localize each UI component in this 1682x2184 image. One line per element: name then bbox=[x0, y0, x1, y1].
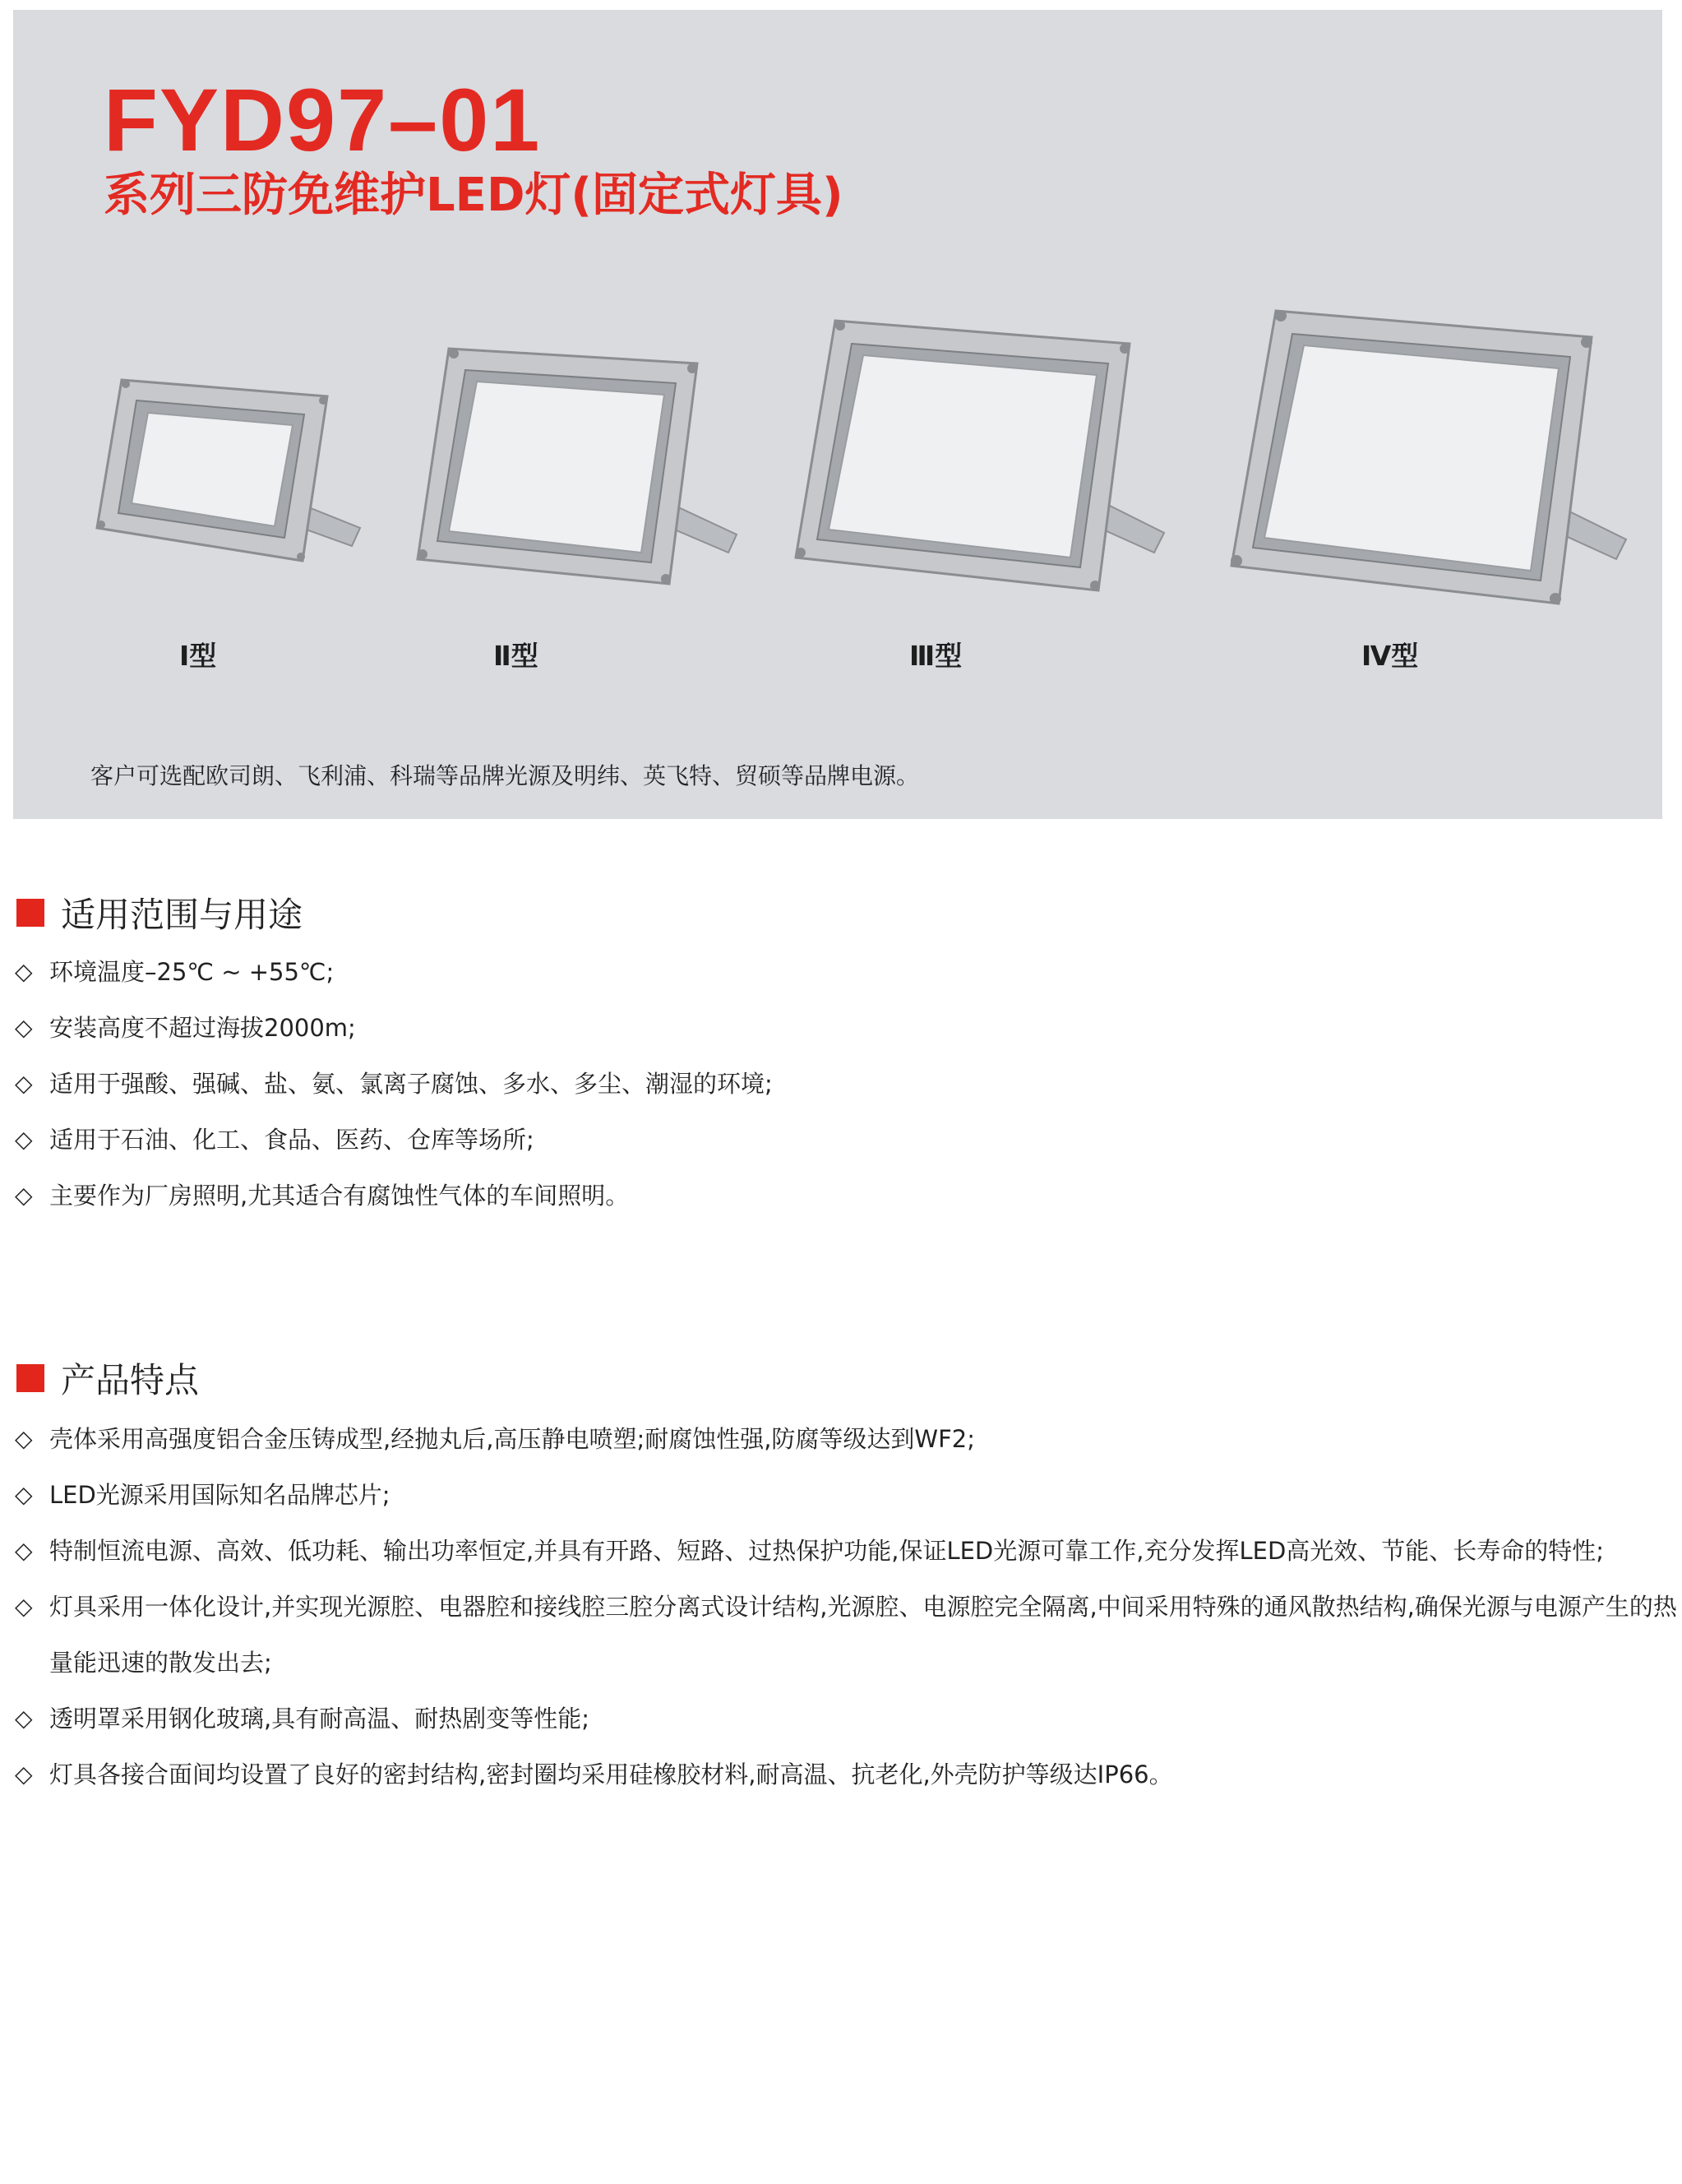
list-item: ◇ 灯具各接合面间均设置了良好的密封结构,密封圈均采用硅橡胶材料,耐高温、抗老化,外壳防护等级达IP66。 bbox=[15, 1747, 1682, 1802]
diamond-bullet-icon: ◇ bbox=[15, 1182, 33, 1209]
applications-heading bbox=[16, 888, 303, 937]
applications-title: 适用范围与用途 bbox=[61, 895, 303, 935]
lamp-type-4-label: Ⅳ型 bbox=[1361, 640, 1419, 672]
led-floodlight-icon bbox=[786, 311, 1172, 599]
diamond-bullet-icon: ◇ bbox=[15, 1761, 33, 1788]
list-item: ◇ 主要作为厂房照明,尤其适合有腐蚀性气体的车间照明。 bbox=[15, 1168, 773, 1224]
led-floodlight-icon bbox=[1222, 301, 1633, 612]
diamond-bullet-icon: ◇ bbox=[15, 1593, 33, 1620]
lamp-type-2-image bbox=[408, 337, 745, 594]
lamp-type-4-image bbox=[1222, 301, 1633, 612]
list-item: ◇ 安装高度不超过海拔2000m; bbox=[15, 1000, 773, 1056]
diamond-bullet-icon: ◇ bbox=[15, 1705, 33, 1732]
list-item: ◇ 适用于石油、化工、食品、医药、仓库等场所; bbox=[15, 1112, 773, 1168]
section-marker bbox=[16, 1364, 44, 1392]
lamp-type-1-image bbox=[89, 363, 368, 569]
led-floodlight-icon bbox=[408, 337, 745, 594]
brand-options-note: 客户可选配欧司朗、飞利浦、科瑞等品牌光源及明纬、英飞特、贸硕等品牌电源。 bbox=[90, 762, 920, 789]
lamp-type-1-label: Ⅰ型 bbox=[179, 640, 217, 672]
list-item: ◇ 环境温度–25℃ ~ +55℃; bbox=[15, 944, 773, 1000]
section-marker bbox=[16, 899, 44, 927]
applications-list bbox=[15, 944, 773, 1224]
list-item: ◇ 透明罩采用钢化玻璃,具有耐高温、耐热剧变等性能; bbox=[15, 1691, 1682, 1747]
diamond-bullet-icon: ◇ bbox=[15, 958, 33, 985]
diamond-bullet-icon: ◇ bbox=[15, 1481, 33, 1508]
diamond-bullet-icon: ◇ bbox=[15, 1537, 33, 1564]
product-subtitle: 系列三防免维护LED灯(固定式灯具) bbox=[104, 169, 843, 222]
led-floodlight-icon bbox=[89, 363, 368, 569]
list-item: ◇ 适用于强酸、强碱、盐、氨、氯离子腐蚀、多水、多尘、潮湿的环境; bbox=[15, 1056, 773, 1112]
diamond-bullet-icon: ◇ bbox=[15, 1425, 33, 1452]
diamond-bullet-icon: ◇ bbox=[15, 1126, 33, 1153]
lamp-type-3-image bbox=[786, 311, 1172, 599]
features-title: 产品特点 bbox=[61, 1360, 200, 1400]
features-heading bbox=[16, 1353, 199, 1403]
list-item: ◇ LED光源采用国际知名品牌芯片; bbox=[15, 1467, 1682, 1523]
list-item: ◇ 特制恒流电源、高效、低功耗、输出功率恒定,并具有开路、短路、过热保护功能,保证LED光源可靠工作,充分发挥LED高光效、节能、长寿命的特性; bbox=[15, 1523, 1682, 1579]
diamond-bullet-icon: ◇ bbox=[15, 1014, 33, 1041]
product-model: FYD97–01 bbox=[104, 70, 542, 169]
lamp-type-2-label: Ⅱ型 bbox=[493, 640, 538, 672]
list-item: ◇ 灯具采用一体化设计,并实现光源腔、电器腔和接线腔三腔分离式设计结构,光源腔、电源腔完全隔离,中间采用特殊的通风散热结构,确保光源与电源产生的热量能迅速的散发出去; bbox=[15, 1579, 1682, 1691]
features-list bbox=[15, 1411, 1682, 1802]
diamond-bullet-icon: ◇ bbox=[15, 1070, 33, 1097]
product-banner bbox=[13, 10, 1662, 819]
list-item: ◇ 壳体采用高强度铝合金压铸成型,经抛丸后,高压静电喷塑;耐腐蚀性强,防腐等级达到WF2; bbox=[15, 1411, 1682, 1467]
lamp-type-3-label: Ⅲ型 bbox=[909, 640, 963, 672]
